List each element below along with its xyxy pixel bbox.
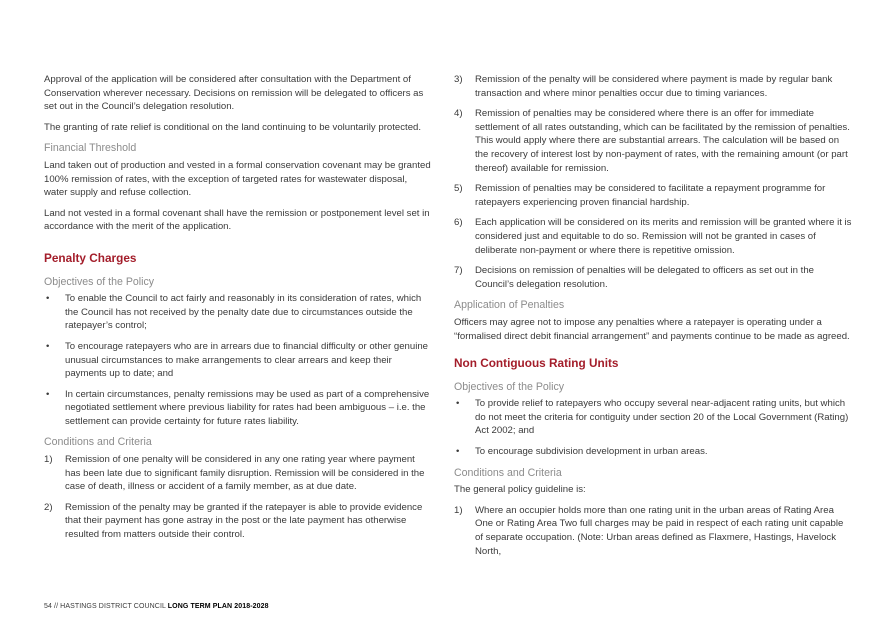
list-item [454, 73, 852, 100]
list-item-text: In certain circumstances, penalty remissions may be used as part of a comprehensive negotiated settlement where previous liability for rates had been ambiguous – i.e. the settlement can provide certainty for future rates liability. [65, 388, 430, 427]
non-contiguous-objectives-list [454, 397, 852, 458]
penalty-conditions-list-continued [454, 73, 852, 291]
application-of-penalties-heading: Application of Penalties [454, 299, 565, 312]
intro-paragraph: The granting of rate relief is conditional on the land continuing to be voluntarily protected. [44, 121, 422, 133]
list-item [44, 501, 431, 542]
financial-threshold-heading: Financial Threshold [44, 142, 137, 155]
list-item-text: To encourage subdivision development in urban areas. [475, 446, 708, 458]
list-item-text: Remission of the penalty may be granted if the ratepayer is able to provide evidence that their payment has gone astray in the post or the late payment has otherwise resulted from matters outside their control. [65, 501, 423, 541]
right-column [454, 73, 852, 565]
list-item [454, 216, 852, 257]
list-item-text: Decisions on remission of penalties will be delegated to officers as set out in the Council’s delegation resolution. [475, 265, 814, 290]
list-item-text: To provide relief to ratepayers who occupy several near-adjacent rating units, but which do not meet the criteria for contiguity under section 20 of the Local Government (Rating) Act 2002; and [475, 398, 849, 437]
penalty-charges-title: Penalty Charges [44, 250, 137, 265]
list-item-text: Each application will be considered on its merits and remission will be granted where it is considered just and equitable to do so. Remission will not be granted in cases of deliberate non-payment or where there is repetitive omission. [475, 217, 852, 256]
item-number: 6) [454, 217, 463, 229]
footer-page-info: 54 // HASTINGS DISTRICT COUNCIL [44, 603, 166, 610]
page-footer [44, 603, 269, 610]
intro-paragraph: Approval of the application will be considered after consultation with the Department of Conservation wherever necessary. Decisions on remission will be delegated to officers as set out in the Council’s delegation resolution. [44, 74, 424, 113]
list-item [44, 292, 431, 333]
item-number: 2) [44, 501, 53, 513]
list-item [454, 445, 852, 459]
item-number: 3) [454, 74, 463, 85]
non-contiguous-conditions-heading: Conditions and Criteria [454, 466, 562, 479]
bullet-icon: • [46, 340, 50, 352]
non-contiguous-conditions-list [454, 504, 852, 558]
item-number: 5) [454, 183, 463, 195]
list-item [454, 182, 852, 209]
application-of-penalties-paragraph: Officers may agree not to impose any penalties where a ratepayer is operating under a “formalised direct debit financial arrangement” and payments continue to be made as agreed. [454, 316, 850, 342]
list-item-text: Remission of penalties may be considered to facilitate a repayment programme for ratepayers experiencing proven financial hardship. [475, 183, 826, 208]
list-item [454, 264, 852, 291]
bullet-icon: • [456, 446, 460, 458]
list-item-text: To enable the Council to act fairly and reasonably in its consideration of rates, which the Council has not received by the penalty date due to circumstances outside the ratepayer’s control; [65, 293, 422, 332]
list-item-text: Remission of penalties may be considered where there is an offer for immediate settlement of all rates outstanding, which can be facilitated by the remission of penalties. This would apply where there are substantial arrears. The calculation will be based on the recovery of interest lost by non-payment of rates, with the remaining amount (or part thereof) available for remission. [475, 108, 850, 174]
list-item-text: Where an occupier holds more than one rating unit in the urban areas of Rating Area One or Rating Area Two full charges may be paid in respect of each rating unit capable of separate occupation. (Note: Urban areas defined as Flaxmere, Hastings, Havelock North, [475, 504, 844, 557]
bullet-icon: • [456, 398, 460, 410]
list-item-text: Remission of the penalty will be considered where payment is made by regular bank transaction and where minor penalties occur due to timing variances. [475, 74, 833, 99]
list-item [454, 397, 852, 438]
list-item [454, 504, 852, 558]
list-item [44, 340, 431, 381]
financial-threshold-paragraph: Land taken out of production and vested in a formal conservation covenant may be granted 100% remission of rates, with the exception of targeted rates for wastewater disposal, water supply and refuse collection. [44, 159, 431, 199]
list-item-text: Remission of one penalty will be considered in any one rating year where payment has been late due to significant family disruption. Remission will be considered in the case of death, illness or accident of a family member, as at due date. [65, 454, 425, 493]
item-number: 4) [454, 108, 463, 120]
non-contiguous-title: Non Contiguous Rating Units [454, 356, 619, 371]
list-item-text: To encourage ratepayers who are in arrears due to financial difficulty or other genuine unusual circumstances to make arrangements to clear arrears and keep their payments up to date; and [65, 340, 429, 380]
bullet-icon: • [46, 388, 50, 400]
item-number: 1) [44, 454, 53, 466]
bullet-icon: • [46, 293, 50, 305]
penalty-objectives-heading: Objectives of the Policy [44, 275, 155, 288]
penalty-conditions-heading: Conditions and Criteria [44, 436, 152, 449]
financial-threshold-paragraph: Land not vested in a formal covenant shall have the remission or postponement level set in accordance with the merit of the application. [44, 207, 430, 233]
list-item [44, 388, 431, 429]
penalty-conditions-list [44, 453, 431, 542]
left-column [44, 73, 431, 549]
item-number: 1) [454, 504, 463, 516]
list-item [44, 453, 431, 494]
list-item [454, 107, 852, 175]
non-contiguous-objectives-heading: Objectives of the Policy [454, 380, 565, 393]
footer-plan-title: LONG TERM PLAN 2018-2028 [167, 603, 269, 610]
item-number: 7) [454, 265, 463, 277]
penalty-objectives-list [44, 292, 431, 428]
policy-guideline-text: The general policy guideline is: [454, 484, 586, 496]
